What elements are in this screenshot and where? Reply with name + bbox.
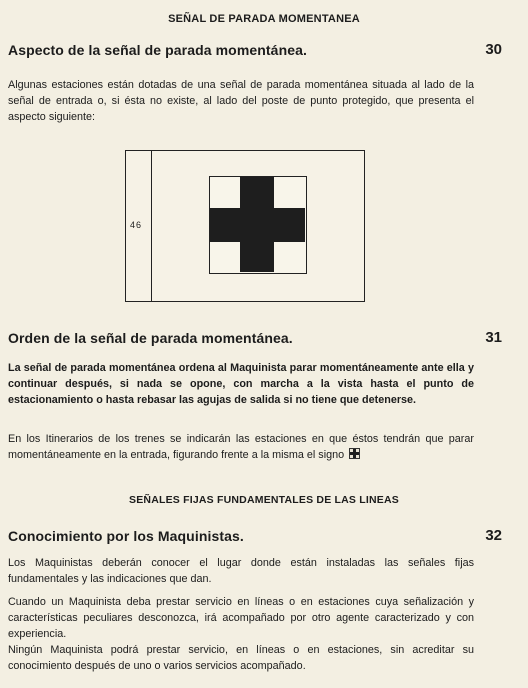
section-32-paragraph-1: Los Maquinistas deberán conocer el lugar donde están instaladas las señales fijas fundamentales y las indicaciones que dan. [8,557,474,585]
cross-horizontal-bar [210,208,305,242]
running-header: SEÑAL DE PARADA MOMENTANEA [168,13,360,25]
section-30-paragraph: Algunas estaciones están dotadas de una señal de parada momentánea situada al lado de la señal de entrada o, si ésta no existe, al lado del poste de punto protegido, que presenta el aspecto siguiente: [8,79,474,123]
section-32-title: Conocimiento por los Maquinistas. [8,528,244,544]
section-31-paragraph-2-text: En los Itinerarios de los trenes se indicarán las estaciones en que éstos tendrán que parar momentáneamente en la entrada, figurando frente a la misma el signo [8,433,474,461]
section-31-number: 31 [485,329,502,346]
section-32-paragraph-3: Ningún Maquinista podrá prestar servicio, en líneas o en estaciones, sin acreditar su conocimiento después de uno o varios servicios acompañado. [8,644,474,672]
section-30-title: Aspecto de la señal de parada momentánea. [8,42,307,58]
subheading-fixed-signals: SEÑALES FIJAS FUNDAMENTALES DE LAS LINEAS [129,494,399,506]
section-31-paragraph-2 [8,431,474,463]
post-number-label: 46 [130,220,143,230]
section-31-paragraph-1: La señal de parada momentánea ordena al Maquinista parar momentáneamente ante ella y continuar después, si nada se opone, con marcha a la vista hasta el punto de estacionamiento o hasta rebasar las agujas de salida si no tiene que detenerse. [8,362,474,406]
signal-post-divider [151,150,152,302]
cross-signal-icon [349,448,360,459]
section-32-number: 32 [485,527,502,544]
section-30-number: 30 [485,41,502,58]
section-32-paragraph-2: Cuando un Maquinista deba prestar servicio en líneas o en estaciones cuya señalización y características peculiares desconozca, irá acompañado por otro agente caracterizado y con experiencia. [8,596,474,640]
section-31-title: Orden de la señal de parada momentánea. [8,330,293,346]
